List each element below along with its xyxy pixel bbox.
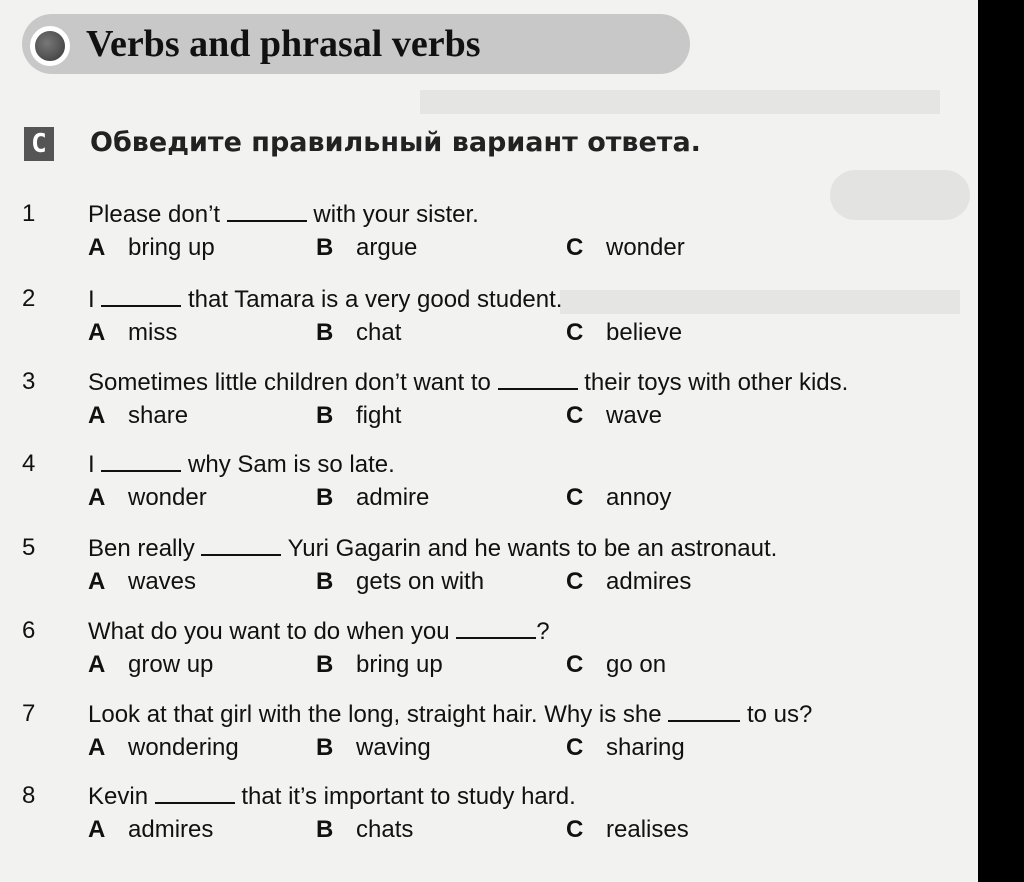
option-text: annoy [606,484,672,511]
question-number: 1 [22,200,36,227]
question-item [0,534,978,614]
answer-option-a[interactable] [88,484,207,512]
option-letter: A [88,651,106,678]
question-item [0,450,978,530]
question-text [88,285,562,314]
answer-option-a[interactable] [88,568,196,596]
answer-blank[interactable] [456,617,536,639]
page-title: Verbs and phrasal verbs [86,23,481,65]
option-letter: C [566,319,584,346]
answer-option-b[interactable] [316,651,443,679]
answer-option-b[interactable] [316,568,484,596]
question-item [0,285,978,365]
question-text-before: I [88,286,102,313]
answer-option-a[interactable] [88,402,188,430]
option-letter: C [566,484,584,511]
answer-option-b[interactable] [316,484,429,512]
option-text: bring up [356,651,443,678]
option-letter: B [316,484,334,511]
option-letter: B [316,734,334,761]
section-letter-badge: C [24,127,54,161]
option-text: bring up [128,234,215,261]
option-text: realises [606,816,689,843]
answer-option-a[interactable] [88,734,239,762]
answer-option-a[interactable] [88,816,213,844]
option-text: waving [356,734,431,761]
option-text: share [128,402,189,429]
question-item [0,368,978,448]
answer-blank[interactable] [101,450,181,472]
answer-option-a[interactable] [88,234,215,262]
question-text-before: I [88,451,102,478]
question-text-after: ? [536,618,550,645]
question-text [88,368,848,397]
answer-option-c[interactable] [566,816,689,844]
question-text-after: to us? [740,701,813,728]
option-letter: A [88,234,106,261]
option-text: wave [606,402,663,429]
option-letter: C [566,234,584,261]
answer-option-c[interactable] [566,651,666,679]
question-number: 8 [22,782,36,809]
answer-blank[interactable] [101,285,181,307]
answer-option-b[interactable] [316,402,401,430]
question-text-after: their toys with other kids. [577,369,849,396]
question-text-after: that it’s important to study hard. [234,783,576,810]
option-text: admires [128,816,214,843]
bullet-circle-icon [30,26,70,66]
option-letter: A [88,484,106,511]
answer-blank[interactable] [227,200,307,222]
option-letter: A [88,402,106,429]
option-text: waves [128,568,197,595]
answer-option-c[interactable] [566,484,671,512]
question-text-after: why Sam is so late. [181,451,395,478]
option-letter: B [316,568,334,595]
question-text [88,782,576,811]
answer-blank[interactable] [668,700,740,722]
option-letter: C [566,734,584,761]
question-item [0,617,978,697]
question-number: 2 [22,285,36,312]
option-letter: B [316,319,334,346]
option-letter: C [566,651,584,678]
answer-option-b[interactable] [316,816,413,844]
option-text: wonder [128,484,207,511]
question-text [88,534,777,563]
option-text: grow up [128,651,214,678]
question-text [88,700,812,729]
question-text [88,617,550,646]
answer-option-c[interactable] [566,734,685,762]
question-text-before: Look at that girl with the long, straight hair. Why is she [88,701,669,728]
option-text: chats [356,816,414,843]
question-text-before: What do you want to do when you [88,618,457,645]
question-number: 3 [22,368,36,395]
answer-option-a[interactable] [88,651,213,679]
option-text: fight [356,402,402,429]
question-text-before: Kevin [88,783,155,810]
question-text-after: Yuri Gagarin and he wants to be an astronaut. [281,535,778,562]
question-text-before: Please don’t [88,201,227,228]
question-text [88,450,395,479]
question-text-before: Ben really [88,535,202,562]
answer-option-c[interactable] [566,234,685,262]
question-text-after: with your sister. [306,201,479,228]
option-letter: A [88,319,106,346]
question-item [0,200,978,280]
option-letter: A [88,568,106,595]
answer-blank[interactable] [155,782,235,804]
answer-option-b[interactable] [316,234,417,262]
question-text [88,200,479,229]
question-number: 4 [22,450,36,477]
question-item [0,700,978,780]
option-letter: A [88,816,106,843]
option-text: gets on with [356,568,485,595]
option-text: chat [356,319,402,346]
option-letter: B [316,234,334,261]
option-letter: A [88,734,106,761]
option-text: miss [128,319,178,346]
answer-option-c[interactable] [566,568,691,596]
answer-option-b[interactable] [316,319,401,347]
question-item [0,782,978,862]
option-letter: B [316,651,334,678]
option-text: wondering [128,734,239,761]
show-through-texture [420,90,940,114]
option-text: believe [606,319,683,346]
question-text-before: Sometimes little children don’t want to [88,369,498,396]
answer-option-c[interactable] [566,319,682,347]
option-text: admires [606,568,692,595]
question-number: 5 [22,534,36,561]
option-letter: C [566,402,584,429]
option-text: argue [356,234,418,261]
answer-option-c[interactable] [566,402,662,430]
answer-option-a[interactable] [88,319,177,347]
section-instruction: Обведите правильный вариант ответа. [90,127,701,158]
question-number: 6 [22,617,36,644]
question-number: 7 [22,700,36,727]
question-text-after: that Tamara is a very good student. [181,286,563,313]
answer-blank[interactable] [201,534,281,556]
option-text: sharing [606,734,685,761]
option-text: go on [606,651,667,678]
answer-option-b[interactable] [316,734,431,762]
option-letter: C [566,568,584,595]
answer-blank[interactable] [498,368,578,390]
option-text: admire [356,484,430,511]
option-letter: C [566,816,584,843]
option-letter: B [316,816,334,843]
option-text: wonder [606,234,685,261]
option-letter: B [316,402,334,429]
